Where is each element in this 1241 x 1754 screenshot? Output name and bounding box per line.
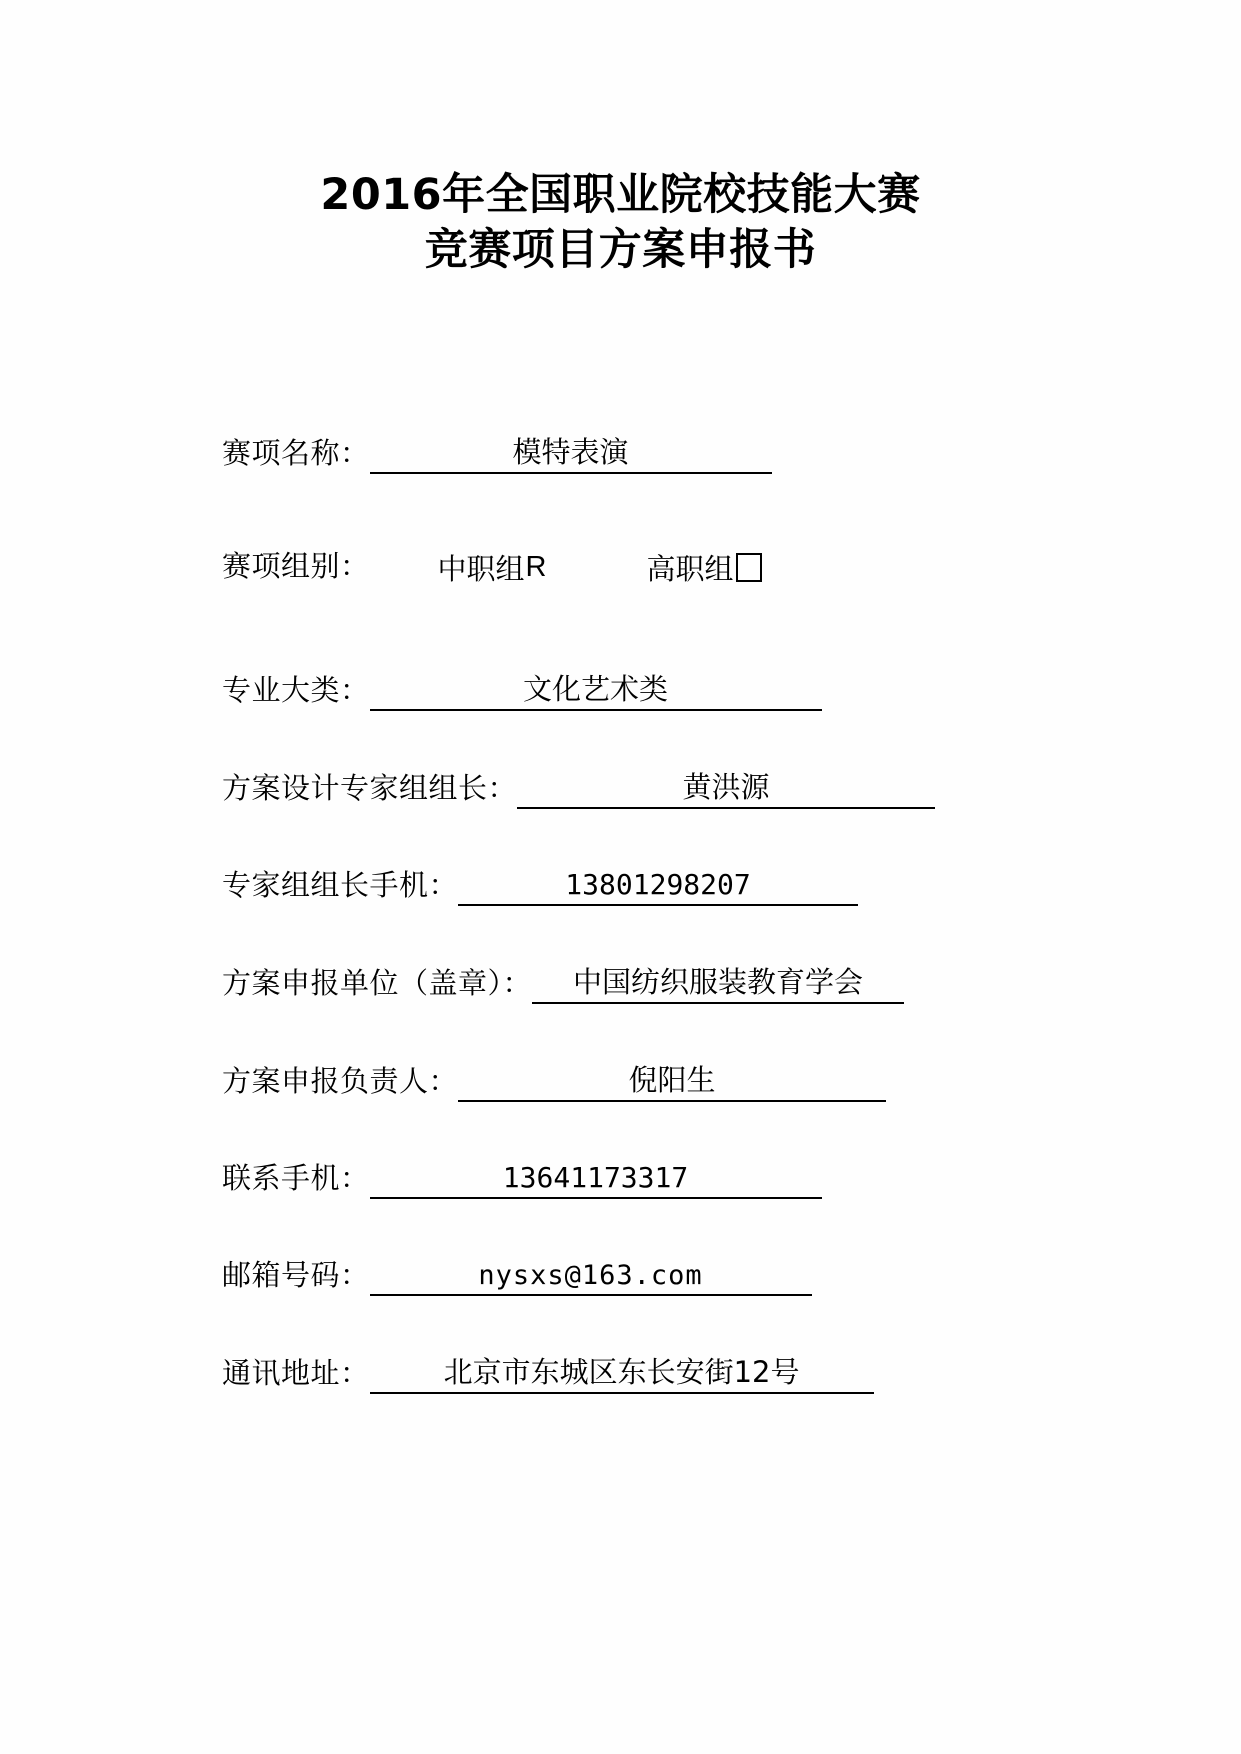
label-declaring-person: 方案申报负责人： — [222, 1064, 459, 1098]
field-row-expert-leader-phone — [222, 868, 982, 906]
value-expert-group-leader[interactable]: 黄洪源 — [517, 773, 935, 809]
row-spacer — [222, 906, 982, 968]
field-row-expert-group-leader — [222, 770, 982, 809]
option-higher-vocational[interactable] — [646, 547, 761, 588]
value-declaring-person[interactable]: 倪阳生 — [458, 1066, 886, 1102]
row-spacer — [222, 474, 982, 544]
option-label-secondary-vocational: 中职组 — [437, 552, 525, 586]
field-row-address — [222, 1355, 982, 1394]
title-line-2: 竞赛项目方案申报书 — [424, 225, 817, 276]
field-row-contact-phone — [222, 1161, 982, 1199]
unchecked-box-icon[interactable] — [736, 553, 762, 582]
label-contact-phone: 联系手机： — [222, 1161, 370, 1195]
value-declaring-unit[interactable]: 中国纺织服装教育学会 — [532, 968, 904, 1004]
row-spacer — [222, 1004, 982, 1066]
label-major-category: 专业大类： — [222, 673, 370, 707]
row-spacer — [222, 591, 982, 661]
row-spacer — [222, 1102, 982, 1164]
row-spacer — [222, 1296, 982, 1358]
label-group-category: 赛项组别： — [222, 549, 370, 583]
option-secondary-vocational[interactable] — [438, 547, 547, 588]
title-line-1: 2016年全国职业院校技能大赛 — [320, 170, 921, 220]
value-address[interactable]: 北京市东城区东长安街12号 — [370, 1358, 874, 1394]
label-expert-leader-phone: 专家组组长手机： — [222, 868, 459, 902]
label-declaring-unit: 方案申报单位（盖章）： — [222, 966, 533, 1000]
field-row-group-category — [222, 544, 982, 591]
label-project-name: 赛项名称： — [222, 436, 370, 470]
field-row-major-category — [222, 672, 982, 711]
value-project-name[interactable]: 模特表演 — [370, 438, 772, 474]
field-row-email — [222, 1258, 982, 1296]
label-expert-group-leader: 方案设计专家组组长： — [222, 771, 518, 805]
document-title — [0, 168, 1241, 278]
checked-box-icon: R — [525, 551, 547, 583]
row-spacer — [222, 1199, 982, 1261]
field-row-project-name — [222, 435, 982, 474]
label-email: 邮箱号码： — [222, 1258, 370, 1292]
application-form — [222, 435, 982, 1394]
value-major-category[interactable]: 文化艺术类 — [370, 675, 822, 711]
value-email[interactable]: nysxs@163.com — [370, 1262, 812, 1296]
row-spacer — [222, 809, 982, 871]
field-row-declaring-person — [222, 1063, 982, 1102]
label-address: 通讯地址： — [222, 1356, 370, 1390]
option-label-higher-vocational: 高职组 — [646, 552, 734, 586]
value-contact-phone[interactable]: 13641173317 — [370, 1164, 822, 1199]
field-row-declaring-unit — [222, 965, 982, 1004]
row-spacer — [222, 711, 982, 773]
value-expert-leader-phone[interactable]: 13801298207 — [458, 871, 858, 906]
